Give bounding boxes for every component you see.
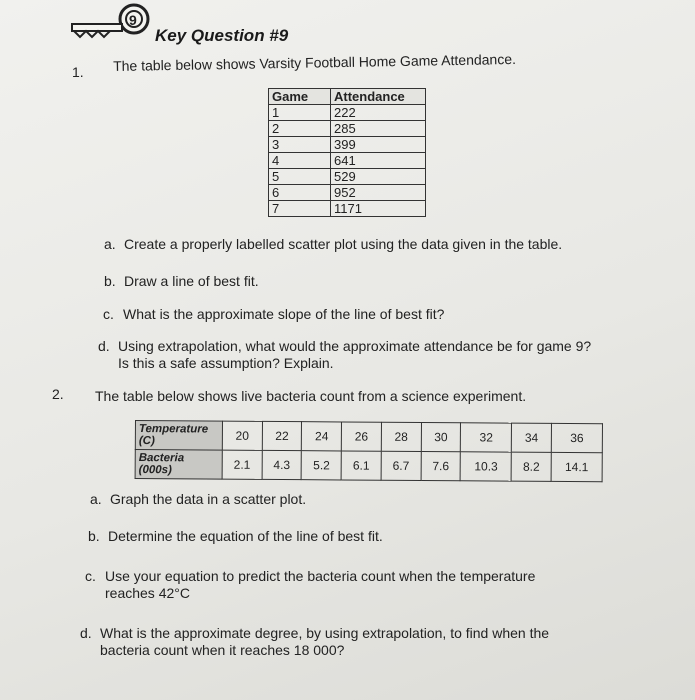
part-text-continued: reaches 42°C <box>105 585 190 601</box>
table-row <box>269 153 426 169</box>
q2-number: 2. <box>52 386 64 402</box>
q1-part-a <box>104 236 562 253</box>
table-cell: 529 <box>331 169 426 185</box>
table-row <box>269 169 426 185</box>
part-text: Draw a line of best fit. <box>124 273 259 289</box>
q1-text: The table below shows Varsity Football Home Game Attendance. <box>113 50 517 74</box>
table-row <box>269 185 426 201</box>
table-cell: 3 <box>269 137 331 153</box>
table-cell: 26 <box>341 422 381 451</box>
part-text: What is the approximate slope of the line of best fit? <box>123 306 445 322</box>
table-cell: 36 <box>551 423 602 452</box>
q1-part-b <box>104 273 259 290</box>
row-label-temperature: Temperature (C) <box>135 421 222 451</box>
table-cell: 7.6 <box>421 451 461 480</box>
table-cell: 2.1 <box>222 450 262 479</box>
table-cell: 14.1 <box>551 452 602 481</box>
part-text: Graph the data in a scatter plot. <box>110 491 307 507</box>
table-row <box>269 121 426 137</box>
table-cell: 1 <box>269 105 331 121</box>
table-cell: 30 <box>421 422 461 451</box>
key-icon <box>70 2 152 42</box>
q1-part-c <box>103 306 444 323</box>
q2-part-b <box>88 528 383 545</box>
table-cell: 32 <box>461 423 512 452</box>
table-cell: 952 <box>331 185 426 201</box>
table-cell: 34 <box>512 423 552 452</box>
table-row <box>269 105 426 121</box>
table-cell: 4 <box>269 153 331 169</box>
table-cell: 4.3 <box>262 450 302 479</box>
table-cell: 8.2 <box>511 452 551 481</box>
table-cell: 24 <box>302 422 342 451</box>
table-cell: 28 <box>381 422 421 451</box>
row-label-bacteria: Bacteria (000s) <box>135 450 222 480</box>
table-cell: 10.3 <box>460 452 511 481</box>
part-letter: a. <box>90 491 102 507</box>
table-cell: 7 <box>269 201 331 217</box>
q2-text: The table below shows live bacteria count from a science experiment. <box>95 388 527 404</box>
table-header: Attendance <box>331 89 426 105</box>
q2-part-d <box>80 625 549 659</box>
table-cell: 6.1 <box>341 451 381 480</box>
table-header-row <box>269 89 426 105</box>
table-cell: 1171 <box>331 201 426 217</box>
table-cell: 222 <box>331 105 426 121</box>
part-letter: a. <box>104 236 116 252</box>
attendance-table <box>268 88 426 217</box>
q1-number: 1. <box>72 64 84 80</box>
table-cell: 641 <box>331 153 426 169</box>
q2-part-a <box>90 491 306 508</box>
table-row <box>269 201 426 217</box>
table-cell: 6.7 <box>381 451 421 480</box>
part-letter: b. <box>104 273 116 289</box>
table-cell: 2 <box>269 121 331 137</box>
table-row <box>135 421 602 453</box>
q2-part-c <box>85 568 535 602</box>
table-row <box>135 450 602 482</box>
part-text: Use your equation to predict the bacteria count when the temperature <box>105 568 536 584</box>
svg-text:9: 9 <box>129 12 137 28</box>
table-cell: 285 <box>331 121 426 137</box>
q1-part-d <box>98 338 591 372</box>
table-cell: 5.2 <box>302 451 342 480</box>
part-text: What is the approximate degree, by using extrapolation, to find when the <box>100 625 550 641</box>
part-text: Using extrapolation, what would the approximate attendance be for game 9? <box>118 338 592 354</box>
bacteria-table <box>135 420 603 482</box>
page-title: Key Question #9 <box>155 26 289 45</box>
part-text: Determine the equation of the line of best fit. <box>108 528 383 544</box>
part-letter: c. <box>85 568 96 584</box>
table-cell: 20 <box>222 421 262 450</box>
table-row <box>269 137 426 153</box>
table-cell: 399 <box>331 137 426 153</box>
part-letter: b. <box>88 528 100 544</box>
table-cell: 6 <box>269 185 331 201</box>
part-text-continued: Is this a safe assumption? Explain. <box>118 355 334 371</box>
part-letter: d. <box>98 338 110 354</box>
part-text-continued: bacteria count when it reaches 18 000? <box>100 642 345 658</box>
part-text: Create a properly labelled scatter plot using the data given in the table. <box>124 236 563 252</box>
part-letter: c. <box>103 306 114 322</box>
table-header: Game <box>269 89 331 105</box>
table-cell: 22 <box>262 421 302 450</box>
part-letter: d. <box>80 625 92 641</box>
table-cell: 5 <box>269 169 331 185</box>
